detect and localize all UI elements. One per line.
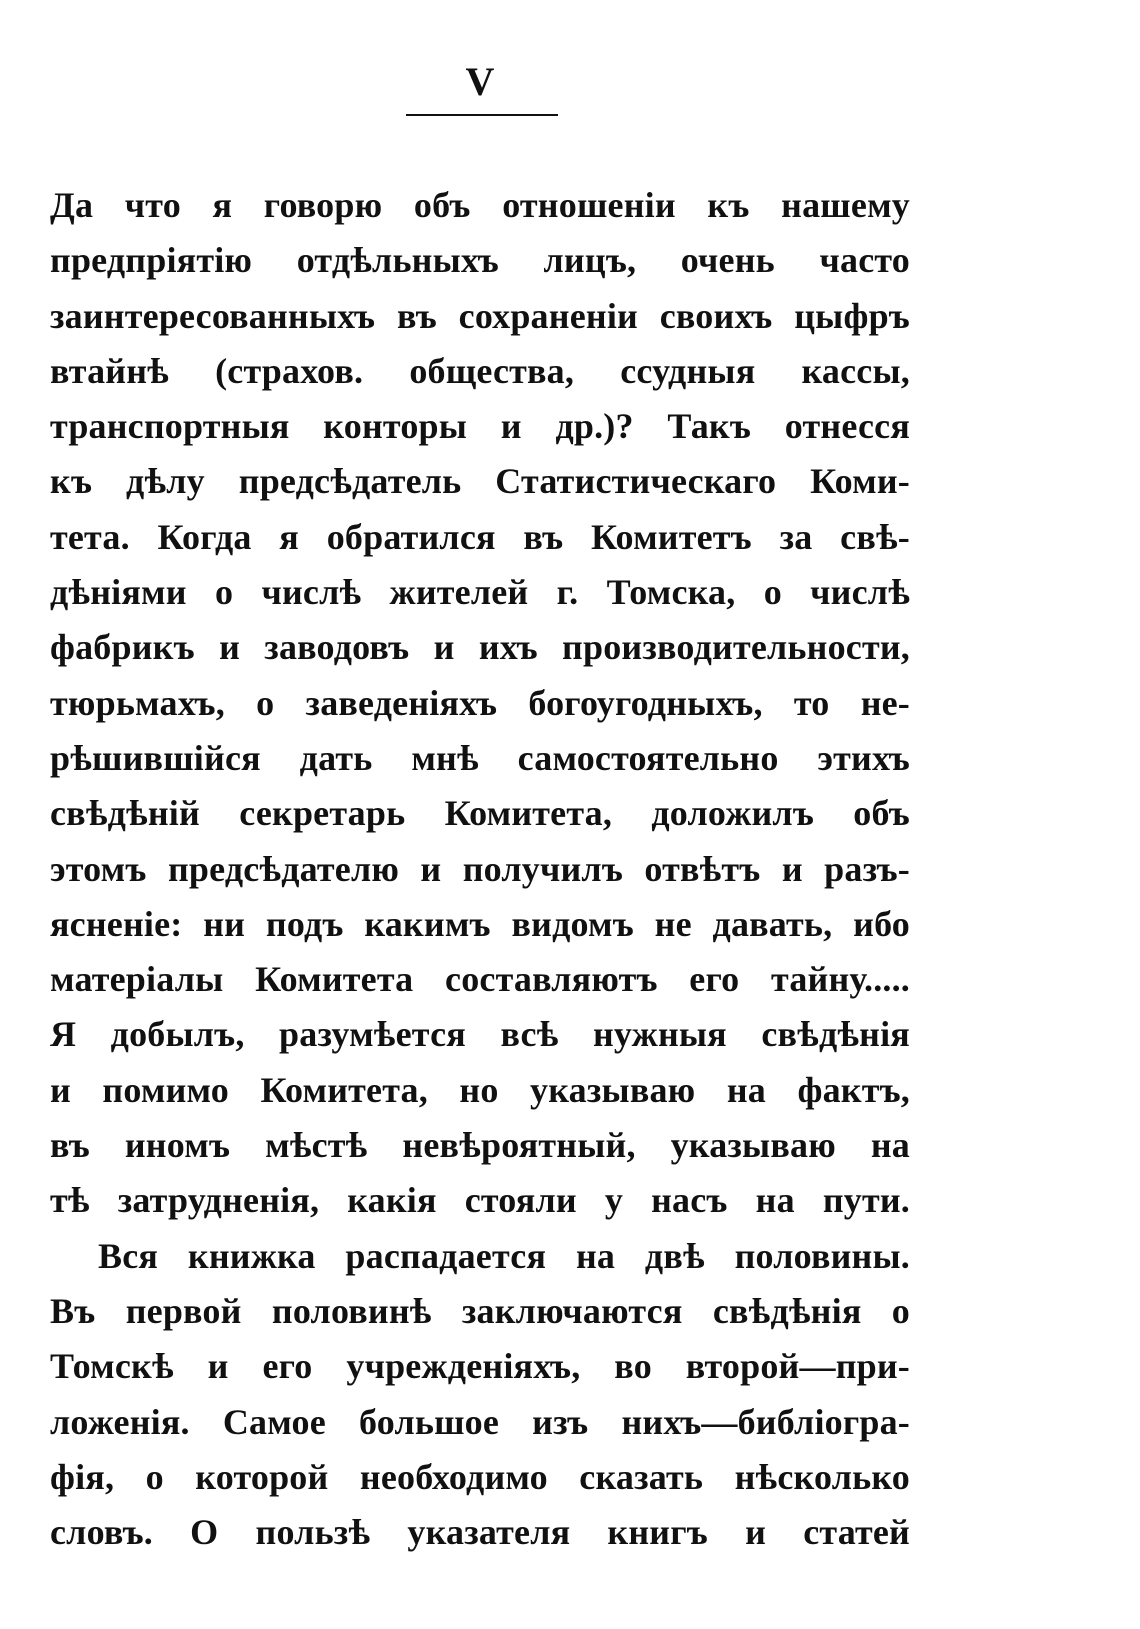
- text-line: къ дѣлу предсѣдатель Статистическаго Коми-: [50, 461, 910, 502]
- text-line: Да что я говорю объ отношенiи къ нашему: [50, 185, 910, 225]
- paragraph-2: [50, 1229, 910, 1561]
- text-line: въ иномъ мѣстѣ невѣроятный, указываю на: [50, 1125, 910, 1166]
- body-text: [50, 178, 910, 1560]
- text-line: предпрiятiю отдѣльныхъ лицъ, очень часто: [50, 240, 910, 281]
- text-line: словъ. О пользѣ указателя книгъ и статей: [50, 1512, 910, 1553]
- text-line: этомъ предсѣдателю и получилъ отвѣтъ и разъ-: [50, 848, 910, 889]
- page-number: V: [465, 59, 495, 104]
- text-line: ясненiе: ни подъ какимъ видомъ не давать, ибо: [50, 903, 910, 944]
- text-line: Томскѣ и его учрежденiяхъ, во второй—при-: [50, 1346, 910, 1387]
- text-line: дѣнiями о числѣ жителей г. Томска, о числѣ: [50, 572, 910, 613]
- text-line: и помимо Комитета, но указываю на фактъ,: [50, 1069, 910, 1110]
- header-rule: [406, 114, 558, 116]
- text-line: транспортныя конторы и др.)? Такъ отнесся: [50, 406, 910, 447]
- text-line: ложенiя. Самое большое изъ нихъ—библiогра-: [50, 1401, 910, 1442]
- text-line: тета. Когда я обратился въ Комитетъ за свѣ-: [50, 516, 910, 557]
- text-line: заинтересованныхъ въ сохраненiи своихъ цыфръ: [50, 295, 910, 336]
- text-line: фiя, о которой необходимо сказать нѣсколько: [50, 1456, 910, 1497]
- text-line: матерiалы Комитета составляютъ его тайну.....: [50, 959, 910, 1000]
- text-line: втайнѣ (страхов. общества, ссудныя кассы,: [50, 350, 910, 391]
- text-line: свѣдѣнiй секретарь Комитета, доложилъ объ: [50, 793, 910, 834]
- text-line: рѣшившiйся дать мнѣ самостоятельно этихъ: [50, 737, 910, 778]
- text-line: фабрикъ и заводовъ и ихъ производительности,: [50, 627, 910, 668]
- text-line: Въ первой половинѣ заключаются свѣдѣнiя о: [50, 1290, 910, 1331]
- text-line: Вся книжка распадается на двѣ половины.: [98, 1235, 910, 1276]
- text-line: тюрьмахъ, о заведенiяхъ богоугодныхъ, то не-: [50, 682, 910, 723]
- text-line: тѣ затрудненiя, какiя стояли у насъ на пути.: [50, 1180, 910, 1221]
- text-line: Я добылъ, разумѣется всѣ нужныя свѣдѣнiя: [50, 1014, 910, 1055]
- paragraph-1: [50, 178, 910, 1229]
